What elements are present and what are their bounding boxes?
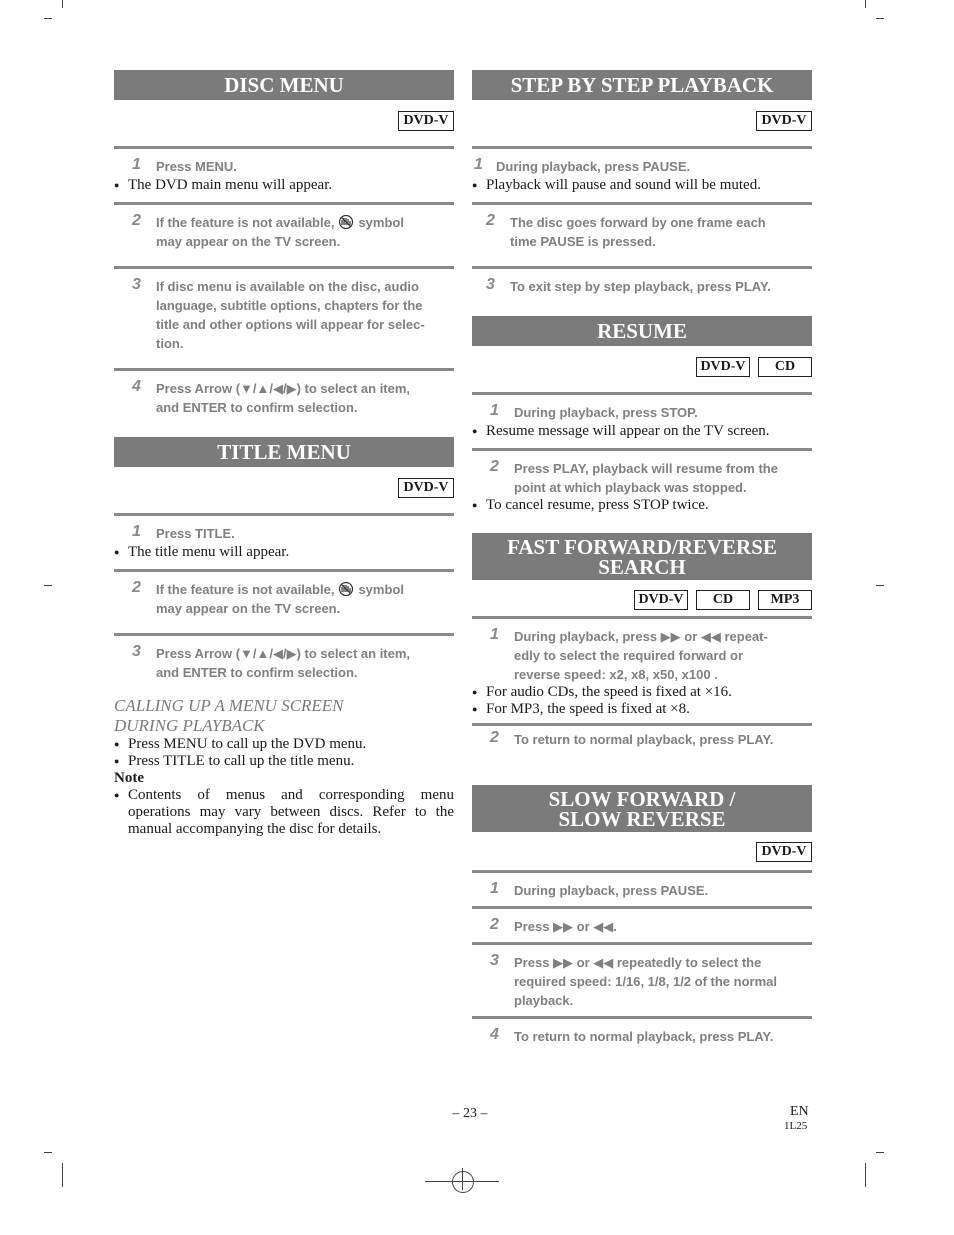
divider — [114, 146, 454, 149]
disc-type-badges — [472, 111, 812, 133]
divider — [472, 723, 812, 726]
step-line: To return to normal playback, press PLAY. — [514, 732, 774, 747]
step-item — [472, 157, 812, 176]
step-item — [472, 730, 812, 749]
divider — [472, 906, 812, 909]
step-text: If the feature is not available, — [156, 215, 335, 230]
divider — [114, 569, 454, 572]
step-text: symbol — [358, 215, 404, 230]
step-number: 2 — [490, 458, 499, 475]
prohibited-hand-icon — [338, 582, 354, 596]
step-line: If disc menu is available on the disc, audio — [156, 279, 419, 294]
disc-type-badges — [114, 478, 454, 500]
step-text: Press MENU. — [156, 159, 237, 174]
crop-mark — [44, 585, 52, 586]
subheading: DURING PLAYBACK — [114, 716, 265, 735]
step-item — [114, 379, 454, 417]
step-item — [472, 1027, 812, 1046]
step-line: The disc goes forward by one frame each — [510, 215, 766, 230]
crop-mark — [876, 585, 884, 586]
section-title-line: SLOW REVERSE — [558, 807, 726, 831]
disc-type-badges — [472, 357, 812, 379]
step-item — [114, 580, 454, 618]
step-line: Press Arrow (▼/▲/◀/▶) to select an item, — [156, 381, 411, 396]
step-line: point at which playback was stopped. — [514, 480, 747, 495]
step-text: may appear on the TV screen. — [156, 601, 341, 616]
step-number: 3 — [486, 276, 495, 293]
step-number: 2 — [490, 729, 499, 746]
disc-badge: MP3 — [758, 590, 812, 610]
disc-badge: CD — [758, 357, 812, 377]
step-line: language, subtitle options, chapters for the — [156, 298, 423, 313]
step-text: If the feature is not available, — [156, 582, 335, 597]
bullet-item: ● Press TITLE to call up the title menu. — [114, 753, 454, 770]
step-text: Press TITLE. — [156, 526, 235, 541]
step-item — [472, 459, 812, 497]
step-number: 3 — [132, 643, 141, 660]
divider — [472, 146, 812, 149]
registration-circle — [452, 1171, 474, 1193]
step-number: 3 — [132, 276, 141, 293]
step-number: 1 — [132, 156, 141, 173]
bullet-item: ● Resume message will appear on the TV screen. — [472, 423, 812, 440]
step-line: and ENTER to confirm selection. — [156, 665, 358, 680]
divider — [472, 616, 812, 619]
divider — [472, 392, 812, 395]
crop-mark — [876, 1152, 884, 1153]
bullet-item: ● For MP3, the speed is fixed at ×8. — [472, 701, 812, 718]
step-line: Press PLAY, playback will resume from the — [514, 461, 778, 476]
disc-badge: DVD-V — [756, 842, 812, 862]
step-text: may appear on the TV screen. — [156, 234, 341, 249]
page-number: – 23 – — [452, 1106, 488, 1121]
disc-menu-section — [114, 70, 454, 417]
step-item — [472, 213, 812, 251]
step-number: 1 — [474, 156, 483, 173]
step-item — [472, 277, 812, 296]
crop-mark — [62, 0, 63, 8]
step-line: During playback, press ▶▶ or ◀◀ repeat- — [514, 629, 768, 644]
step-item — [472, 627, 812, 684]
divider — [472, 202, 812, 205]
step-item — [472, 917, 812, 936]
step-line: tion. — [156, 336, 184, 351]
section-title-line: SLOW FORWARD / — [548, 787, 736, 811]
left-column — [114, 70, 454, 838]
divider — [114, 633, 454, 636]
step-line: During playback, press PAUSE. — [514, 883, 709, 898]
step-number: 1 — [132, 523, 141, 540]
section-title: TITLE MENU — [114, 437, 454, 467]
step-line: time PAUSE is pressed. — [510, 234, 656, 249]
step-number: 2 — [132, 212, 141, 229]
disc-type-badges — [472, 590, 812, 612]
divider — [114, 513, 454, 516]
divider — [114, 266, 454, 269]
bullet-item: ● For audio CDs, the speed is fixed at ×16. — [472, 684, 812, 701]
divider — [472, 266, 812, 269]
calling-up-section — [114, 696, 454, 838]
crop-mark — [876, 18, 884, 19]
disc-badge: DVD-V — [398, 111, 454, 131]
note-text: ● Contents of menus and corresponding menu operations may vary between discs. Refer to the manual accompanying the disc for details. — [114, 787, 454, 838]
bullet-item: ● Press MENU to call up the DVD menu. — [114, 736, 454, 753]
resume-section — [472, 316, 812, 514]
section-title-line: SEARCH — [598, 555, 686, 579]
divider — [472, 1016, 812, 1019]
divider — [114, 202, 454, 205]
step-number: 3 — [490, 952, 499, 969]
step-line: To exit step by step playback, press PLAY. — [510, 279, 771, 294]
crop-mark — [62, 1163, 63, 1187]
disc-type-badges — [114, 111, 454, 133]
right-column — [472, 70, 812, 1046]
disc-badge: DVD-V — [756, 111, 812, 131]
section-title — [472, 533, 812, 580]
disc-type-badges — [472, 842, 812, 864]
step-line: Press ▶▶ or ◀◀ repeatedly to select the — [514, 955, 762, 970]
crop-mark — [44, 18, 52, 19]
step-number: 4 — [132, 378, 141, 395]
slow-section — [472, 785, 812, 1046]
prohibited-hand-icon — [338, 215, 354, 229]
bullet-item: ● The DVD main menu will appear. — [114, 177, 454, 194]
step-text: During playback, press PAUSE. — [496, 159, 691, 174]
step-text: During playback, press STOP. — [514, 405, 698, 420]
step-line: reverse speed: x2, x8, x50, x100 . — [514, 667, 718, 682]
section-title-line: FAST FORWARD/REVERSE — [507, 535, 777, 559]
disc-badge: DVD-V — [696, 357, 750, 377]
section-title: STEP BY STEP PLAYBACK — [472, 70, 812, 100]
step-line: and ENTER to confirm selection. — [156, 400, 358, 415]
step-number: 1 — [490, 402, 499, 419]
section-title: DISC MENU — [114, 70, 454, 100]
crop-mark — [865, 0, 866, 8]
step-item — [114, 213, 454, 251]
step-number: 2 — [486, 212, 495, 229]
crop-mark — [44, 1152, 52, 1153]
step-line: title and other options will appear for selec- — [156, 317, 425, 332]
step-text: symbol — [358, 582, 404, 597]
step-item — [114, 524, 454, 543]
crop-mark — [865, 1163, 866, 1187]
divider — [472, 942, 812, 945]
step-number: 2 — [490, 916, 499, 933]
disc-badge: DVD-V — [634, 590, 688, 610]
step-item — [114, 644, 454, 682]
subheading: CALLING UP A MENU SCREEN — [114, 696, 344, 715]
divider — [114, 368, 454, 371]
step-line: edly to select the required forward or — [514, 648, 743, 663]
divider — [472, 870, 812, 873]
step-line: To return to normal playback, press PLAY. — [514, 1029, 774, 1044]
step-line: Press Arrow (▼/▲/◀/▶) to select an item, — [156, 646, 411, 661]
step-line: required speed: 1/16, 1/8, 1/2 of the normal — [514, 974, 777, 989]
step-item — [114, 157, 454, 176]
step-item — [472, 953, 812, 1010]
language-code: EN — [790, 1104, 809, 1119]
section-title: RESUME — [472, 316, 812, 346]
fast-search-section — [472, 533, 812, 749]
step-by-step-section — [472, 70, 812, 296]
model-code: 1L25 — [784, 1120, 808, 1132]
bullet-item: ● The title menu will appear. — [114, 544, 454, 561]
step-number: 2 — [132, 579, 141, 596]
note-heading: Note — [114, 770, 144, 786]
title-menu-section — [114, 437, 454, 682]
disc-badge: CD — [696, 590, 750, 610]
step-item — [472, 881, 812, 900]
step-number: 1 — [490, 880, 499, 897]
step-item — [472, 403, 812, 422]
step-line: playback. — [514, 993, 574, 1008]
bullet-item: ● Playback will pause and sound will be muted. — [472, 177, 812, 194]
divider — [472, 448, 812, 451]
bullet-item: ● To cancel resume, press STOP twice. — [472, 497, 812, 514]
step-number: 4 — [490, 1026, 499, 1043]
step-line: Press ▶▶ or ◀◀. — [514, 919, 617, 934]
step-number: 1 — [490, 626, 499, 643]
step-item — [114, 277, 454, 353]
section-title — [472, 785, 812, 832]
disc-badge: DVD-V — [398, 478, 454, 498]
